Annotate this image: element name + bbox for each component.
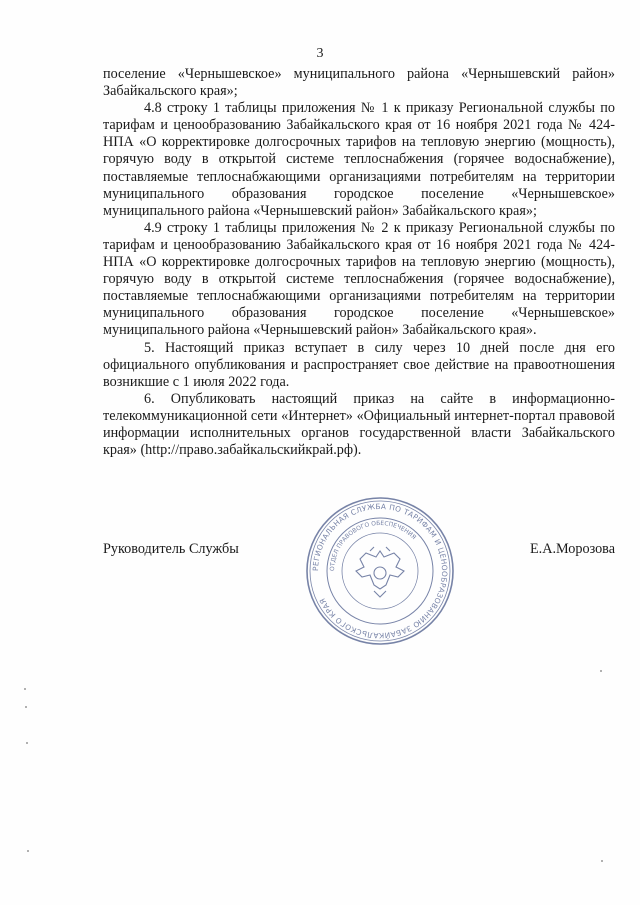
- scan-speck: [24, 688, 26, 690]
- scan-speck: [27, 850, 29, 852]
- scan-speck: [600, 670, 602, 672]
- scan-speck: [26, 742, 28, 744]
- seal-outer-text: РЕГИОНАЛЬНАЯ СЛУЖБА ПО ТАРИФАМ И ЦЕНООБРАЗОВАНИЮ ЗАБАЙКАЛЬСКОГО КРАЯ: [310, 501, 450, 641]
- svg-text:ОТДЕЛ ПРАВОВОГО ОБЕСПЕЧЕНИЯ: [329, 520, 417, 571]
- scan-speck: [25, 706, 27, 708]
- document-body: [103, 66, 615, 459]
- signatory-name: Е.А.Морозова: [530, 541, 615, 557]
- paragraph-5: 5. Настоящий приказ вступает в силу через 10 дней после дня его официального опубликования и распространяет свое действие на правоотношения возникшие с 1 июля 2022 года.: [103, 339, 615, 390]
- paragraph-6: 6. Опубликовать настоящий приказ на сайте в информационно-телекоммуникационной сети «Интернет» «Официальный интернет-портал правовой информации исполнительных органов государственной власти Забайкальского края» (http://право.забайкальскийкрай.рф).: [103, 390, 615, 459]
- signatory-position: Руководитель Службы: [103, 541, 239, 557]
- seal-inner-text: ОТДЕЛ ПРАВОВОГО ОБЕСПЕЧЕНИЯ: [328, 519, 418, 572]
- paragraph-continuation: поселение «Чернышевское» муниципального района «Чернышевский район» Забайкальского края»;: [103, 66, 615, 100]
- scan-speck: [601, 860, 603, 862]
- paragraph-4-8: 4.8 строку 1 таблицы приложения № 1 к приказу Региональной службы по тарифам и ценообразованию Забайкальского края от 16 ноября 2021 года № 424-НПА «О корректировке долгосрочных тарифов на тепловую энергию (мощность), горячую воду в открытой системе теплоснабжения (горячее водоснабжение), поставляемые теплоснабжающими организациями потребителям на территории муниципального образования городское поселение «Чернышевское» муниципального района «Чернышевский район» Забайкальского края»;: [103, 100, 615, 219]
- official-seal: [304, 495, 456, 647]
- page-number: 3: [316, 46, 324, 61]
- eagle-emblem-icon: [356, 547, 404, 597]
- paragraph-4-9: 4.9 строку 1 таблицы приложения № 2 к приказу Региональной службы по тарифам и ценообразованию Забайкальского края от 16 ноября 2021 года № 424-НПА «О корректировке долгосрочных тарифов на тепловую энергию (мощность), горячую воду в открытой системе теплоснабжения (горячее водоснабжение), поставляемые теплоснабжающими организациями потребителям на территории муниципального образования городское поселение «Чернышевское» муниципального района «Чернышевский район» Забайкальского края».: [103, 219, 615, 339]
